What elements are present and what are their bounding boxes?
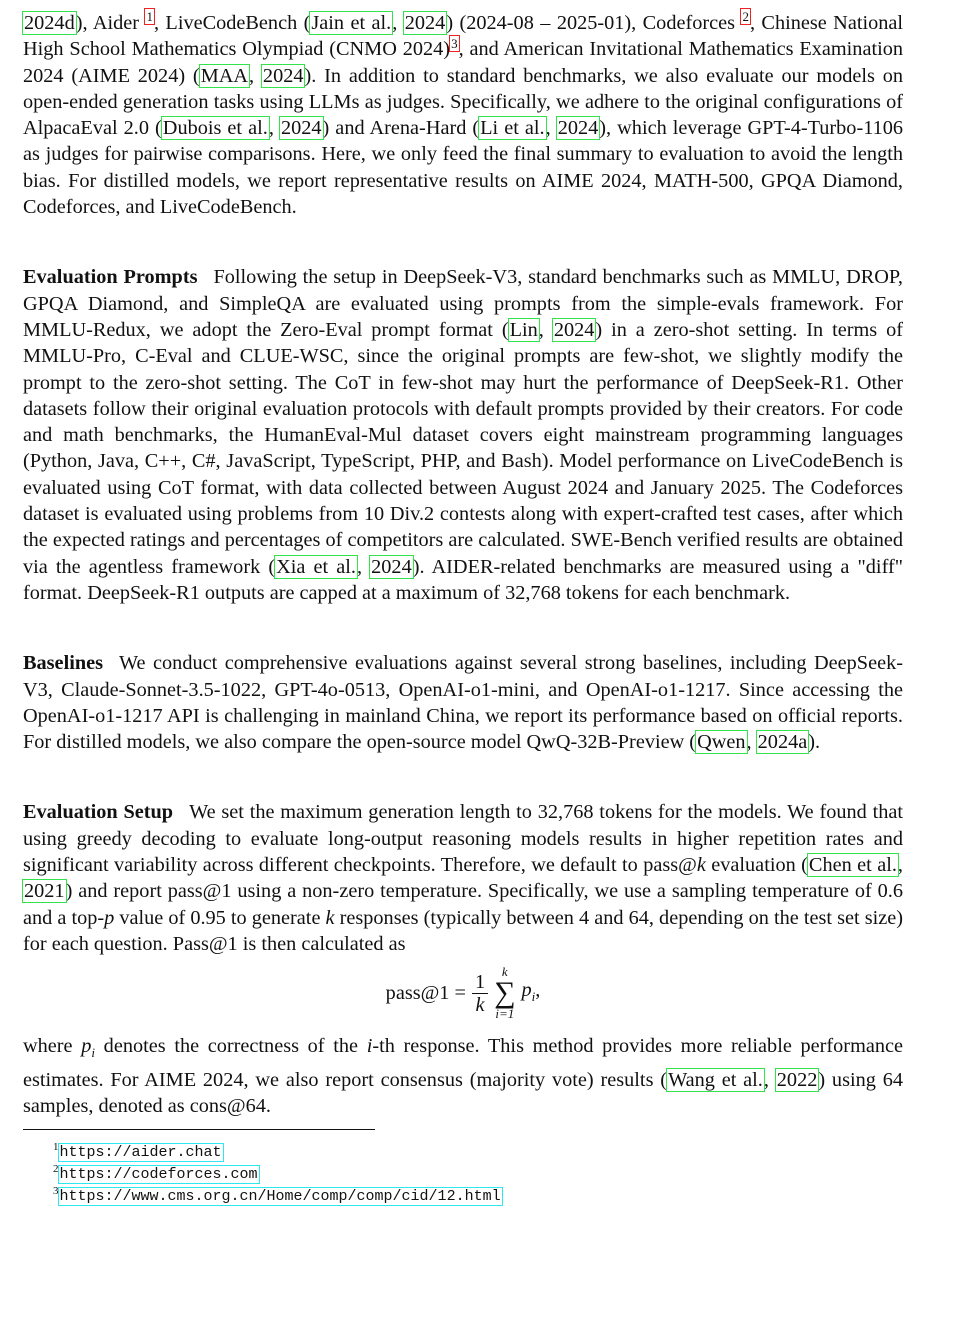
citation-link[interactable]: 2024 xyxy=(553,318,595,341)
footnote-item: $^2$https://codeforces.com xyxy=(53,1163,258,1184)
citation-link[interactable]: Chen et al. xyxy=(808,854,897,877)
footnote-ref[interactable]: 3 xyxy=(451,35,458,51)
footnote-url-link[interactable]: https://www.cms.org.cn/Home/comp/comp/cid/12.html xyxy=(59,1188,501,1206)
section-heading: Evaluation Setup xyxy=(23,801,174,824)
paragraph-evaluation-prompts: Evaluation Prompts Following the setup in DeepSeek-V3, standard benchmarks such as MMLU, DROP, GPQA Diamond, and SimpleQA are evaluated using prompts from the simple-evals framework. For MMLU-Redux, we adopt the Zero-Eval prompt format (Lin, 2024) in a zero-shot setting. In terms of MMLU-Pro, C-Eval and CLUE-WSC, since the original prompts are few-shot, we slightly modify the prompt to the zero-shot setting. The CoT in few-shot may hurt the performance of DeepSeek-R1. Other datasets follow their original evaluation protocols with default prompts provided by their creators. For code and math benchmarks, the HumanEval-Mul dataset covers eight mainstream programming languages (Python, Java, C++, C#, JavaScript, TypeScript, PHP, and Bash). Model performance on LiveCodeBench is evaluated using CoT format, with data collected between August 2024 and January 2025. The Codeforces dataset is evaluated using problems from 10 Div.2 contests along with expert-crafted test cases, after which the expected ratings and percentages of competitors are calculated. SWE-Bench verified results are obtained via the agentless framework (Xia et al., 2024). AIDER-related benchmarks are measured using a "diff" format. DeepSeek-R1 outputs are capped at a maximum of 32,768 tokens for each benchmark. xyxy=(23,266,904,604)
equation-lhs: pass@1 = xyxy=(385,982,466,1005)
citation-link[interactable]: Jain et al. xyxy=(311,12,392,34)
citation-link[interactable]: 2024 xyxy=(371,555,412,578)
citation-link[interactable]: MAA xyxy=(200,64,249,87)
citation-link[interactable]: 2024d xyxy=(24,12,75,34)
footnote-item: $^1$https://aider.chat xyxy=(53,1141,222,1162)
citation-link[interactable]: Qwen xyxy=(697,731,746,754)
citation-link[interactable]: 2024 xyxy=(280,117,322,140)
pass-at-1-equation xyxy=(23,965,903,1023)
paragraph-benchmarks: 2024d), Aider $^1$, LiveCodeBench (Jain et al., 2024) (2024-08 – 2025-01), Codeforces $^2$, Chinese National High School Mathematics Olympiad (CNMO 2024)$^3$, and American Invitational Mathematics Examination 2024 (AIME 2024) (MAA, 2024). In addition to standard benchmarks, we also evaluate our models on open-ended generation tasks using LLMs as judges. Specifically, we adhere to the original configurations of AlpacaEval 2.0 (Dubois et al., 2024) and Arena-Hard (Li et al., 2024), which leverage GPT-4-Turbo-1106 as judges for pairwise comparisons. Here, we only feed the final summary to evaluation to avoid the length bias. For distilled models, we report representative results on AIME 2024, MATH-500, GPQA Diamond, Codeforces, and LiveCodeBench. xyxy=(23,9,904,219)
paragraph-evaluation-setup: Evaluation Setup We set the maximum generation length to 32,768 tokens for the models. We found that using greedy decoding to evaluate long-output reasoning models results in higher repetition rates and significant variability across different checkpoints. Therefore, we default to pass@k evaluation (Chen et al., 2021) and report pass@1 using a non-zero temperature. Specifically, we use a sampling temperature of 0.6 and a top-p value of 0.95 to generate k responses (typically between 4 and 64, depending on the test set size) for each question. Pass@1 is then calculated as xyxy=(23,801,903,955)
citation-link[interactable]: 2024a xyxy=(757,731,808,754)
paragraph-consensus: where $p_i$ denotes the correctness of the i-th response. This method provides more reliable performance estimates. For AIME 2024, we also report consensus (majority vote) results (Wang et al., 2022) using 64 samples, denoted as cons@64. xyxy=(23,1035,903,1117)
citation-link[interactable]: 2024 xyxy=(557,117,599,140)
footnote-ref[interactable]: 2 xyxy=(742,9,749,25)
footnote-ref[interactable]: 1 xyxy=(146,9,153,25)
paragraph-baselines: Baselines We conduct comprehensive evaluations against several strong baselines, including DeepSeek-V3, Claude-Sonnet-3.5-1022, GPT-4o-0513, OpenAI-o1-mini, and OpenAI-o1-1217. Since accessing the OpenAI-o1-1217 API is challenging in mainland China, we report its performance based on official reports. For distilled models, we also compare the open-source model QwQ-32B-Preview (Qwen, 2024a). xyxy=(23,652,903,754)
section-heading: Baselines xyxy=(23,652,104,675)
citation-link[interactable]: Dubois et al. xyxy=(162,117,268,140)
citation-link[interactable]: Lin xyxy=(509,318,538,341)
footnote-item: $^3$https://www.cms.org.cn/Home/comp/comp/cid/12.html xyxy=(53,1185,501,1206)
citation-link[interactable]: 2024 xyxy=(262,64,304,87)
citation-link[interactable]: 2022 xyxy=(776,1068,818,1091)
section-heading: Evaluation Prompts xyxy=(23,266,198,289)
equation-fraction: $\frac{1}{k}$ xyxy=(472,971,488,1016)
citation-link[interactable]: 2024 xyxy=(404,12,446,34)
footnote-divider xyxy=(23,1129,375,1130)
citation-link[interactable]: Wang et al. xyxy=(668,1068,763,1091)
footnote-url-link[interactable]: https://codeforces.com xyxy=(59,1166,258,1184)
summation-symbol: k ∑ i=1 xyxy=(494,964,516,1022)
citation-link[interactable]: 2021 xyxy=(24,880,65,903)
citation-link[interactable]: Li et al. xyxy=(480,117,545,140)
footnote-url-link[interactable]: https://aider.chat xyxy=(59,1144,222,1162)
citation-link[interactable]: Xia et al. xyxy=(276,555,356,578)
equation-term: $p_i$, xyxy=(521,978,541,1004)
footnotes xyxy=(53,1136,903,1206)
paper-page xyxy=(23,9,904,1206)
